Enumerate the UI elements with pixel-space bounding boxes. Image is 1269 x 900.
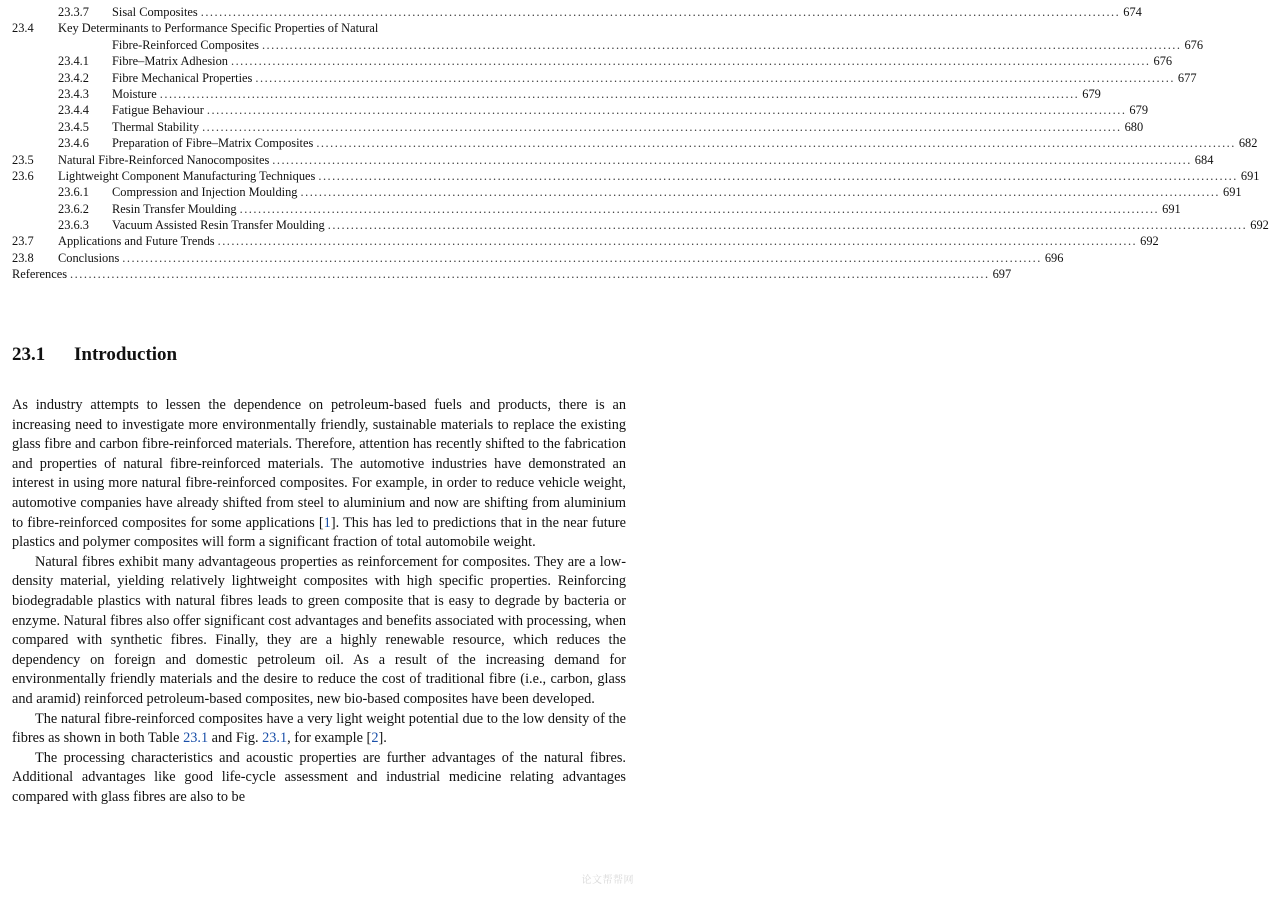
toc-entry-title: Lightweight Component Manufacturing Techniques — [58, 168, 318, 184]
reference-link[interactable]: 23.1 — [262, 730, 288, 747]
toc-entry-title: Fibre–Matrix Adhesion — [112, 53, 231, 69]
toc-entry-number: 23.6 — [12, 168, 34, 183]
toc-entry-page: 682 — [1238, 136, 1258, 151]
toc-entry-title: Conclusions — [58, 250, 122, 266]
paragraph — [12, 749, 626, 808]
toc-entry-page: 696 — [1044, 250, 1064, 265]
toc-entry[interactable] — [12, 4, 1142, 20]
toc-entry-title: Fibre-Reinforced Composites — [112, 37, 262, 53]
toc-entry-title: Compression and Injection Moulding — [112, 184, 301, 200]
toc-entry[interactable] — [12, 217, 1269, 233]
toc-entry-number: 23.3.7 — [58, 5, 89, 19]
toc-entry[interactable] — [12, 37, 1204, 53]
toc-entry-number: 23.5 — [12, 152, 34, 167]
toc-leader-dots: ........................................................................................................................................................................................................ — [272, 152, 1192, 167]
toc-entry-page: 676 — [1184, 37, 1204, 52]
paragraph-text: ]. This has led to predictions that in the near future plastics and polymer composites will form a significant fraction of total automobile weight. — [12, 514, 626, 551]
toc-leader-dots: ........................................................................................................................................................................................................ — [318, 168, 1238, 183]
paragraph-text: As industry attempts to lessen the dependence on petroleum-based fuels and products, there is an increasing need to investigate more environmentally friendly, sustainable materials to replace the existing glass fibre and carbon fibre-reinforced materials. Therefore, attention has recently shifted to the fabrication and properties of natural fibre-reinforced materials. The automotive industries have demonstrated an interest in using more natural fibre-reinforced composites. For example, in order to reduce vehicle weight, automotive companies have already shifted from steel to aluminium and now are shifting from aluminium to fibre-reinforced composites for some applications [ — [12, 397, 626, 531]
paragraph — [12, 710, 626, 749]
toc-leader-dots: ........................................................................................................................................................................................................ — [200, 5, 1121, 19]
toc-entry-page: 679 — [1129, 103, 1149, 118]
toc-entry-page: 677 — [1177, 70, 1197, 85]
toc-entry[interactable] — [12, 102, 1149, 118]
toc-entry-title: References — [12, 266, 70, 282]
toc-entry-number: 23.6.3 — [58, 218, 89, 233]
toc-entry-page: 679 — [1082, 86, 1101, 101]
paragraph — [12, 396, 626, 553]
toc-entry[interactable] — [12, 135, 1258, 151]
toc-entry-title: Preparation of Fibre–Matrix Composites — [112, 135, 316, 151]
toc-leader-dots: ........................................................................................................................................................................................................ — [70, 267, 990, 282]
toc-entry[interactable] — [12, 250, 1064, 266]
paragraph-text: , for example [ — [287, 730, 372, 747]
body-text — [12, 396, 626, 807]
toc-entry-number: 23.6.1 — [58, 185, 89, 200]
toc-entry-number: 23.4.5 — [58, 119, 89, 134]
toc-entry-number: 23.7 — [12, 234, 34, 249]
toc-entry[interactable] — [12, 20, 628, 36]
toc-entry-title: Vacuum Assisted Resin Transfer Moulding — [112, 217, 328, 233]
paragraph-text: ]. — [378, 730, 387, 747]
toc-entry-title: Moisture — [112, 86, 160, 102]
toc-entry-page: 691 — [1240, 168, 1260, 183]
toc-entry-number: 23.4 — [12, 21, 34, 36]
toc-leader-dots: ........................................................................................................................................................................................................ — [255, 70, 1175, 85]
toc-entry[interactable] — [12, 168, 1260, 184]
toc-entry-title: Thermal Stability — [112, 119, 202, 135]
toc-entry-page: 676 — [1153, 54, 1173, 69]
toc-entry-number: 23.4.3 — [58, 86, 89, 101]
toc-entry-page: 684 — [1194, 152, 1214, 167]
toc-leader-dots: ........................................................................................................................................................................................................ — [316, 136, 1236, 151]
watermark-text: 论文帮帮网 — [581, 875, 634, 886]
toc-entry-page: 691 — [1162, 201, 1181, 216]
toc-leader-dots: ........................................................................................................................................................................................................ — [217, 234, 1138, 249]
toc-entry-number: 23.8 — [12, 250, 34, 265]
toc-entry-page: 680 — [1124, 119, 1144, 134]
table-of-contents — [12, 4, 1269, 283]
toc-entry-title: Sisal Composites — [112, 4, 201, 20]
toc-entry-page: 691 — [1223, 185, 1242, 200]
toc-entry[interactable] — [12, 233, 1159, 249]
toc-entry[interactable] — [12, 70, 1197, 86]
reference-link[interactable]: 23.1 — [183, 730, 209, 747]
toc-leader-dots: ........................................................................................................................................................................................................ — [230, 54, 1151, 69]
toc-leader-dots: ........................................................................................................................................................................................................ — [159, 86, 1080, 101]
toc-entry-number: 23.4.4 — [58, 103, 89, 118]
toc-entry[interactable] — [12, 86, 1101, 102]
toc-entry-title: Resin Transfer Moulding — [112, 201, 240, 217]
toc-entry-page: 674 — [1123, 5, 1142, 19]
toc-entry[interactable] — [12, 53, 1173, 69]
toc-entry-title: Applications and Future Trends — [58, 233, 218, 249]
paragraph — [12, 553, 626, 710]
toc-entry[interactable] — [12, 152, 1214, 168]
paragraph-text: Natural fibres exhibit many advantageous properties as reinforcement for composites. They are a low-density material, yielding relatively lightweight composites with high specific properties. Reinforcing biodegradable plastics with natural fibres leads to green composite that is easy to degrade by bacteria or enzyme. Natural fibres also offer significant cost advantages and benefits associated with processing, when compared with synthetic fibres. Finally, they are a highly renewable resource, which reduces the dependency on foreign and domestic petroleum oil. As a result of the increasing demand for environmentally friendly materials and the desire to reduce the cost of traditional fibre (i.e., carbon, glass and aramid) reinforced petroleum-based composites, new bio-based composites have been developed. — [12, 553, 626, 707]
section-title: Introduction — [74, 344, 178, 365]
toc-entry[interactable] — [12, 184, 1242, 200]
toc-entry-page: 697 — [992, 267, 1012, 282]
section-number: 23.1 — [12, 344, 46, 365]
toc-entry[interactable] — [12, 119, 1144, 135]
toc-entry-title: Fibre Mechanical Properties — [112, 70, 255, 86]
toc-leader-dots: ........................................................................................................................................................................................................ — [239, 201, 1160, 216]
toc-entry[interactable] — [12, 266, 1012, 282]
toc-leader-dots: ........................................................................................................................................................................................................ — [206, 103, 1127, 118]
toc-leader-dots: ........................................................................................................................................................................................................ — [202, 119, 1122, 134]
paragraph-text: The natural fibre-reinforced composites have a very light weight potential due to the low density of the fibres as shown in both Table — [12, 710, 626, 747]
toc-entry[interactable] — [12, 201, 1181, 217]
toc-entry-page: 692 — [1250, 218, 1269, 233]
toc-entry-number: 23.4.2 — [58, 70, 89, 85]
reference-link[interactable]: 1 — [323, 514, 331, 531]
toc-leader-dots: ........................................................................................................................................................................................................ — [300, 185, 1221, 200]
toc-entry-page: 692 — [1140, 234, 1159, 249]
toc-entry-number: 23.4.1 — [58, 54, 89, 69]
toc-leader-dots: ........................................................................................................................................................................................................ — [327, 218, 1248, 233]
toc-entry-title: Fatigue Behaviour — [112, 102, 207, 118]
toc-entry-title: Key Determinants to Performance Specific Properties of Natural — [58, 20, 381, 36]
section-heading — [12, 344, 177, 366]
paragraph-text: and Fig. — [208, 730, 263, 747]
toc-entry-number: 23.4.6 — [58, 136, 89, 151]
reference-link[interactable]: 2 — [371, 730, 379, 747]
paragraph-text: The processing characteristics and acoustic properties are further advantages of the natural fibres. Additional advantages like good life-cycle assessment and industrial medicine relating advantages compared with glass fibres are also to be — [12, 749, 626, 805]
toc-leader-dots: ........................................................................................................................................................................................................ — [122, 250, 1042, 265]
toc-entry-number: 23.6.2 — [58, 201, 89, 216]
toc-entry-title: Natural Fibre-Reinforced Nanocomposites — [58, 152, 272, 168]
toc-leader-dots: ........................................................................................................................................................................................................ — [261, 37, 1182, 52]
